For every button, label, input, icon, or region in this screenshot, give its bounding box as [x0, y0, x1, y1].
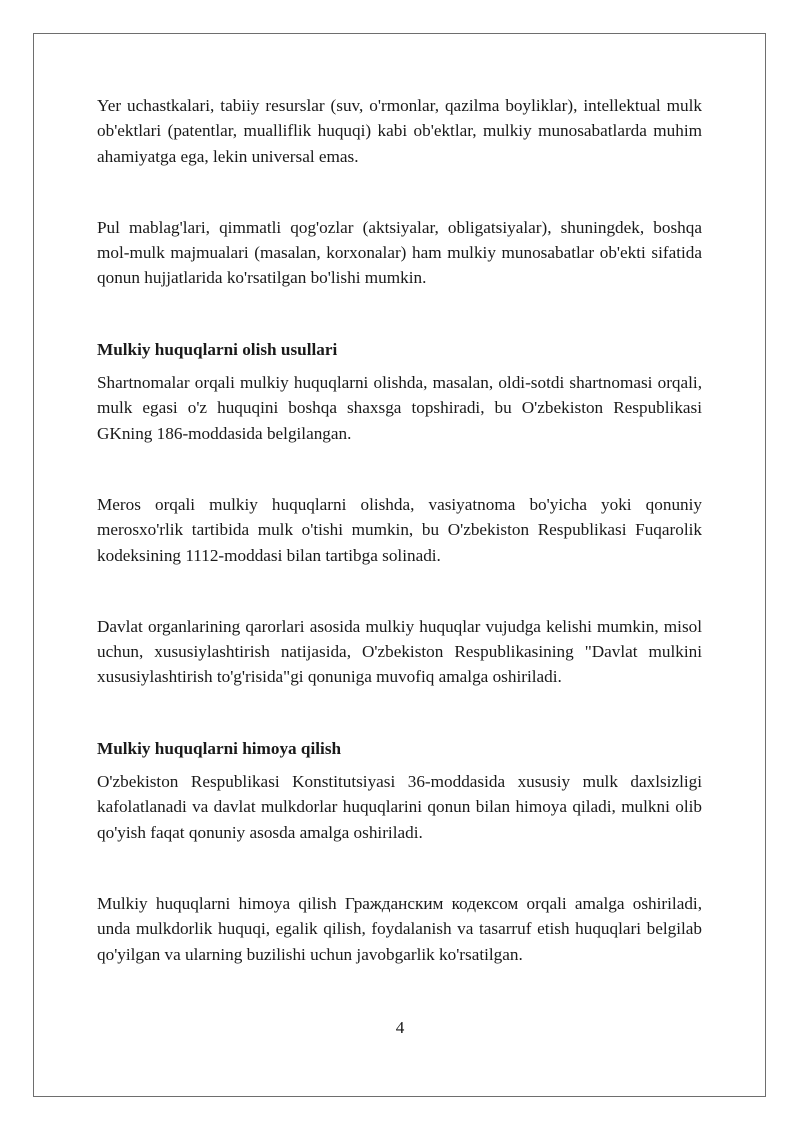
paragraph: Shartnomalar orqali mulkiy huquqlarni olishda, masalan, oldi-sotdi shartnomasi orqali, mulk egasi o'z huquqini boshqa shaxsga topshiradi, bu O'zbekiston Respublikasi GKning 186-moddasida belgilangan.	[97, 373, 702, 443]
paragraph: Yer uchastkalari, tabiiy resurslar (suv, o'rmonlar, qazilma boyliklar), intellektual mulk ob'ektlari (patentlar, mualliflik huquqi) kabi ob'ektlar, mulkiy munosabatlarda muhim ahamiyatga ega, lekin universal emas.	[97, 96, 702, 166]
paragraph: Mulkiy huquqlarni himoya qilish Гражданским кодексом orqali amalga oshiriladi, unda mulkdorlik huquqi, egalik qilish, foydalanish va tasarruf etish huquqlari belgilab qo'yilgan va ularning buzilishi uchun javobgarlik ko'rsatilgan.	[97, 893, 702, 964]
section-heading: Mulkiy huquqlarni olish usullari	[97, 339, 338, 359]
paragraph: Meros orqali mulkiy huquqlarni olishda, vasiyatnoma bo'yicha yoki qonuniy merosxo'rlik tartibida mulk o'tishi mumkin, bu O'zbekiston Respublikasi Fuqarolik kodeksining 1112-moddasi bilan tartibga solinadi.	[97, 494, 702, 565]
paragraph: Davlat organlarining qarorlari asosida mulkiy huquqlar vujudga kelishi mumkin, misol uchun, xususiylashtirish natijasida, O'zbekiston Respublikasining "Davlat mulkini xususiylashtirish to'g'risida"gi qonuniga muvofiq amalga oshiriladi.	[97, 616, 702, 687]
section-heading: Mulkiy huquqlarni himoya qilish	[97, 738, 342, 758]
page-content	[97, 93, 702, 967]
paragraph: Pul mablag'lari, qimmatli qog'ozlar (aktsiyalar, obligatsiyalar), shuningdek, boshqa mol-mulk majmualari (masalan, korxonalar) ham mulkiy munosabatlar ob'ekti sifatida qonun hujjatlarida ko'rsatilgan bo'lishi mumkin.	[97, 217, 702, 288]
page-number: 4	[395, 1018, 405, 1037]
paragraph: O'zbekiston Respublikasi Konstitutsiyasi 36-moddasida xususiy mulk daxlsizligi kafolatlanadi va davlat mulkdorlar huquqlarini qonun bilan himoya qiladi, mulkni olib qo'yish faqat qonuniy asosda amalga oshiriladi.	[97, 772, 702, 842]
